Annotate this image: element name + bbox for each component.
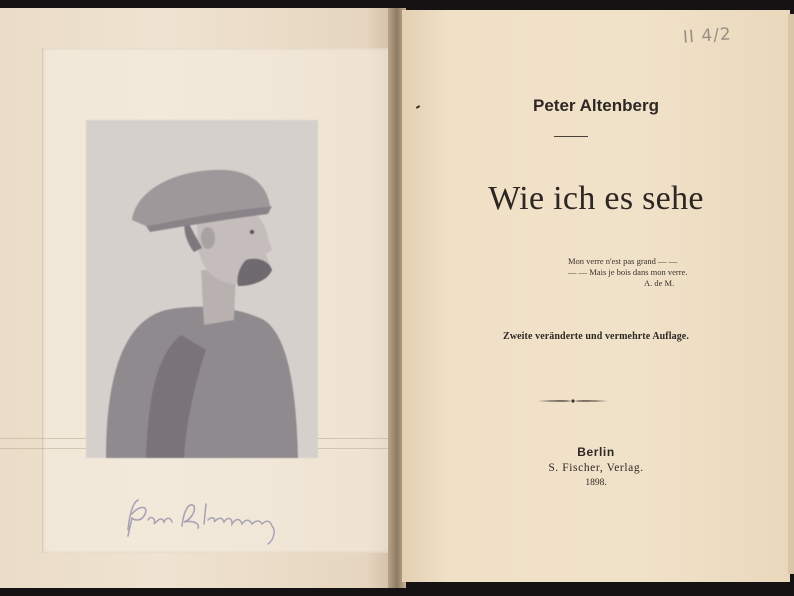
left-page [0, 8, 398, 588]
epigraph-line-2: — — Mais je bois dans mon verre. [568, 267, 688, 277]
imprint-publisher: S. Fischer, Verlag. [548, 462, 644, 474]
imprint-city: Berlin [577, 445, 615, 459]
portrait-figure [86, 120, 318, 458]
divider-rule [554, 136, 588, 137]
author-name: Peter Altenberg [533, 96, 659, 115]
pencil-shelfmark: II 4/2 [682, 24, 733, 48]
frontispiece-portrait [86, 120, 318, 458]
epigraph [568, 256, 728, 289]
ornament-rule [538, 397, 608, 405]
handwritten-signature [120, 490, 290, 550]
imprint-year: 1898. [585, 478, 607, 488]
edition-statement: Zweite veränderte und vermehrte Auflage. [503, 331, 689, 342]
epigraph-attribution: A. de M. [644, 278, 675, 288]
book-title: Wie ich es sehe [488, 180, 704, 217]
epigraph-line-1: Mon verre n'est pas grand — — [568, 256, 678, 266]
